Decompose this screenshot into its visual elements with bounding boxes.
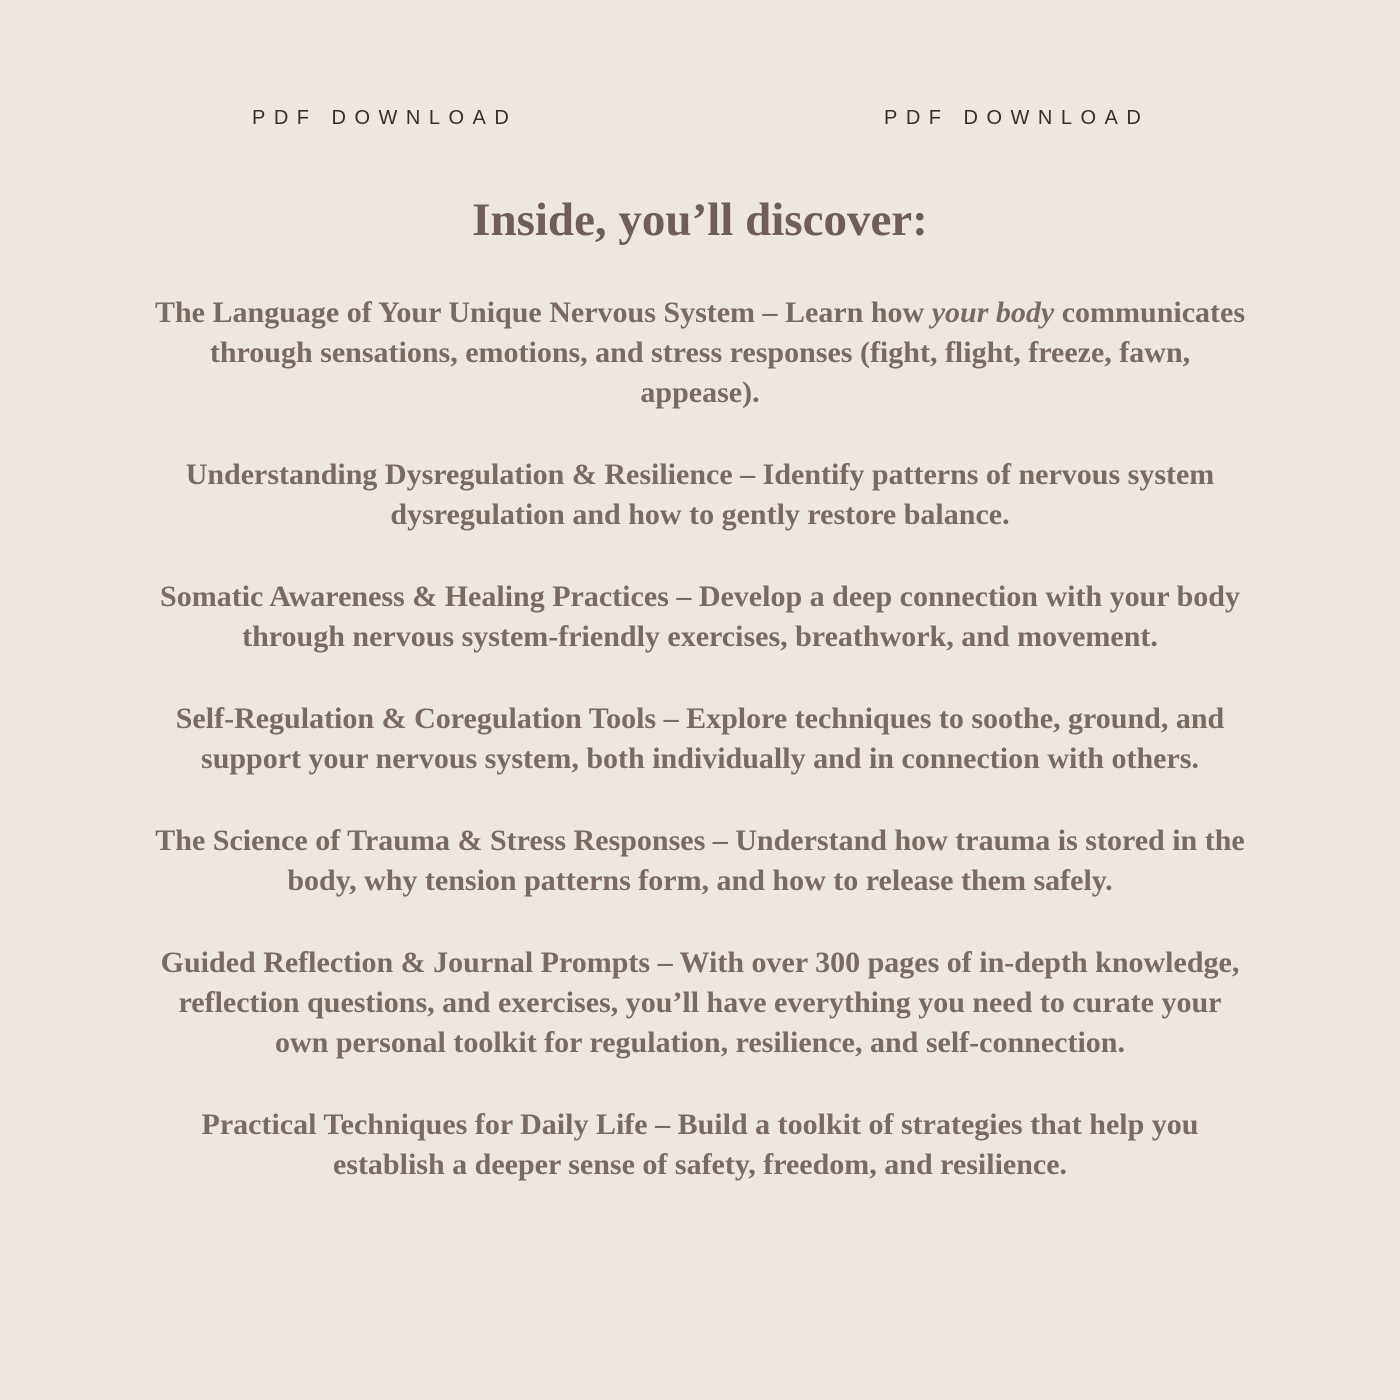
paragraph-text: Somatic Awareness & Healing Practices – Develop a deep connection with your body through nervous system-friendly exercises, breathwork, and movement. bbox=[160, 580, 1240, 653]
section-paragraph bbox=[150, 943, 1250, 1063]
section-paragraph bbox=[150, 1105, 1250, 1185]
section-paragraph bbox=[150, 699, 1250, 779]
pdf-download-label-right: PDF DOWNLOAD bbox=[884, 107, 1150, 129]
paragraph-text: Self-Regulation & Coregulation Tools – Explore techniques to soothe, ground, and support your nervous system, both individually and in connection with others. bbox=[175, 702, 1225, 775]
paragraph-text: Practical Techniques for Daily Life – Build a toolkit of strategies that help you establish a deeper sense of safety, freedom, and resilience. bbox=[201, 1108, 1199, 1181]
paragraph-text: Guided Reflection & Journal Prompts – With over 300 pages of in-depth knowledge, reflection questions, and exercises, you’ll have everything you need to curate your own personal toolkit for regulation, resilience, and self-connection. bbox=[160, 946, 1240, 1059]
paragraph-text: The Science of Trauma & Stress Responses – Understand how trauma is stored in the body, why tension patterns form, and how to release them safely. bbox=[155, 824, 1245, 897]
section-paragraph bbox=[150, 577, 1250, 657]
sections-list bbox=[150, 293, 1250, 1227]
section-paragraph bbox=[150, 821, 1250, 901]
section-paragraph bbox=[150, 293, 1250, 413]
pdf-download-label-left: PDF DOWNLOAD bbox=[252, 107, 518, 129]
paragraph-text: The Language of Your Unique Nervous System – Learn how bbox=[154, 296, 932, 329]
page-title: Inside, you’ll discover: bbox=[472, 194, 928, 246]
section-paragraph bbox=[150, 455, 1250, 535]
emphasized-text: your body bbox=[931, 296, 1055, 329]
paragraph-text: communicates through sensations, emotions, and stress responses (fight, flight, freeze, fawn, appease). bbox=[209, 296, 1246, 409]
paragraph-text: Understanding Dysregulation & Resilience – Identify patterns of nervous system dysregulation and how to gently restore balance. bbox=[185, 458, 1215, 531]
